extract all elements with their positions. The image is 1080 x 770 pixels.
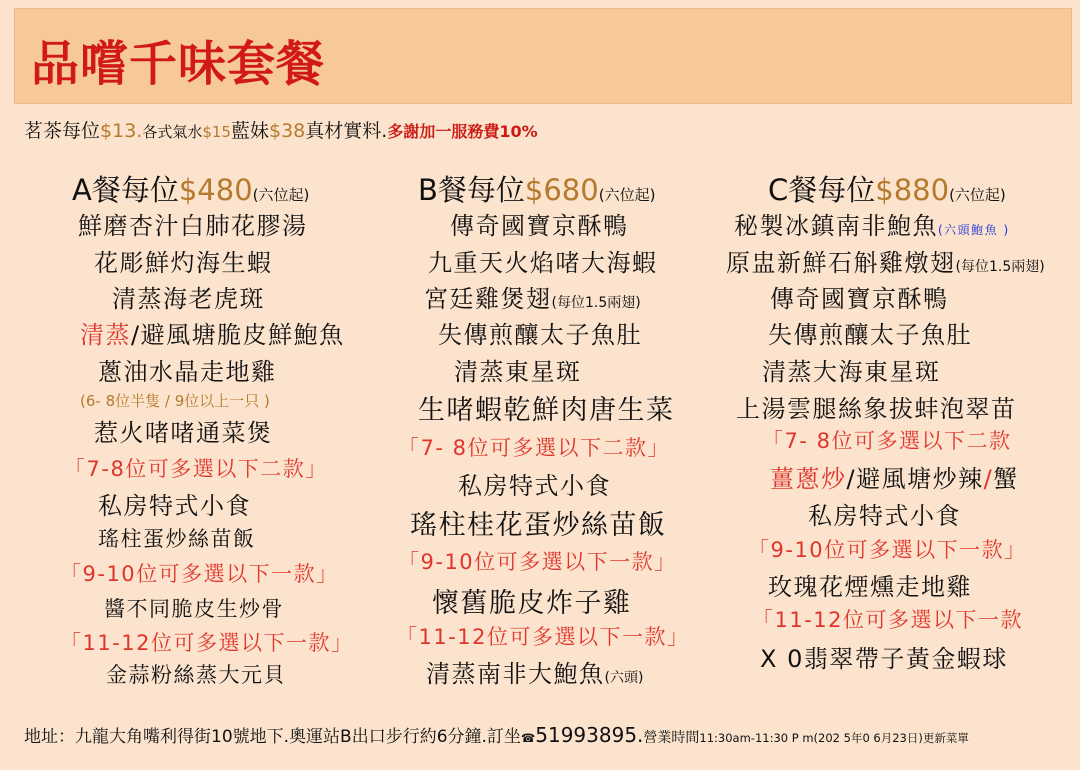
page-title: 品嚐千味套餐 — [31, 36, 326, 92]
menu-item: 私房特式小食 — [458, 472, 611, 500]
menu-item-text: /避風塘炒辣 — [846, 465, 984, 493]
beer-label: 藍妹 — [230, 120, 269, 142]
menu-item: 醬不同脆皮生炒骨 — [104, 597, 284, 621]
set-c-note: (六位起) — [949, 186, 1006, 204]
menu-item: 九重天火焰啫大海蝦 — [428, 249, 658, 277]
drinks-notice — [24, 116, 538, 143]
menu-item-text: 秘製冰鎮南非鮑魚 — [734, 212, 938, 240]
menu-item-note: (六頭鮑魚 ) — [938, 223, 1010, 237]
menu-item: 瑤柱蛋炒絲苗飯 — [98, 527, 256, 551]
soda-label: 各式氣水 — [142, 123, 203, 141]
menu-item — [80, 323, 345, 347]
option-header: 「7- 8位可多選以下二款」 — [398, 436, 670, 460]
menu-item-text: 宮廷雞煲翅 — [424, 285, 552, 313]
option-header: 「11-12位可多選以下一款」 — [60, 631, 354, 655]
set-b-name: B餐每位 — [418, 173, 525, 207]
menu-item-text: 清蒸南非大鮑魚 — [426, 660, 605, 688]
address: 地址：九龍大角嘴利得街10號地下.奧運站B出口步行約6分鐘.訂坐 — [24, 727, 521, 747]
hours: 11:30am-11:30 P m — [699, 731, 814, 745]
menu-item: 清蒸海老虎斑 — [112, 285, 265, 313]
option-header: 「11-12位可多選以下一款」 — [396, 625, 690, 649]
menu-item: 玫瑰花煙燻走地雞 — [768, 573, 972, 601]
service-charge: 多謝加一服務費10% — [387, 122, 538, 141]
menu-item — [424, 287, 641, 311]
menu-item: 懷舊脆皮炸子雞 — [432, 588, 632, 619]
menu-item-highlight: 清蒸 — [80, 321, 131, 349]
option-header: 「9-10位可多選以下一款」 — [748, 538, 1027, 562]
menu-item — [734, 214, 1010, 238]
set-a-note: (六位起) — [252, 186, 310, 204]
menu-item: 上湯雲腿絲象拔蚌泡翠苗 — [736, 395, 1017, 423]
menu-item: 瑤柱桂花蛋炒絲苗飯 — [410, 510, 667, 541]
tea-label: 茗茶每位 — [24, 120, 101, 142]
menu-item: 私房特式小食 — [98, 492, 251, 520]
soda-price: $15 — [202, 123, 231, 141]
menu-item: 私房特式小食 — [808, 502, 961, 530]
menu-item-note: (每位1.5兩翅) — [955, 259, 1045, 275]
menu-item — [770, 467, 1019, 491]
menu-item: 失傳煎釀太子魚肚 — [768, 321, 972, 349]
portion-note: (6- 8位半隻 / 9位以上一只 ) — [80, 392, 270, 410]
menu-item: 清蒸東星斑 — [454, 358, 582, 386]
footer-info — [24, 722, 969, 747]
set-c-price: $880 — [875, 173, 950, 207]
set-b-note: (六位起) — [598, 186, 656, 204]
phone-number: 51993895. — [535, 723, 644, 747]
menu-item: 鮮磨杏汁白肺花膠湯 — [78, 212, 308, 240]
menu-item: 金蒜粉絲蒸大元貝 — [106, 663, 286, 687]
menu-item-text: 原盅新鮮石斛雞燉翅 — [726, 249, 956, 277]
option-header: 「9-10位可多選以下一款」 — [398, 550, 677, 574]
menu-item: 失傳煎釀太子魚肚 — [438, 321, 642, 349]
menu-item-text: /避風塘脆皮鮮鮑魚 — [131, 321, 345, 349]
menu-item — [726, 251, 1045, 275]
set-c-header — [768, 173, 1006, 207]
menu-item-separator: / — [983, 465, 994, 493]
option-header: 「7-8位可多選以下二款」 — [64, 457, 328, 481]
set-a-header — [72, 173, 310, 207]
option-header: 「9-10位可多選以下一款」 — [60, 562, 339, 586]
set-b-price: $680 — [524, 173, 599, 207]
hours-label: 營業時間 — [643, 730, 700, 746]
title-banner — [14, 8, 1072, 104]
menu-item-text: 蟹 — [993, 465, 1019, 493]
tea-price: $13. — [100, 120, 143, 142]
set-a-price: $480 — [178, 173, 253, 207]
menu-item: 清蒸大海東星斑 — [762, 358, 941, 386]
menu-item: 惹火啫啫通菜煲 — [94, 419, 273, 447]
menu-item: 蔥油水晶走地雞 — [98, 358, 277, 386]
menu-item-note: (每位1.5兩翅) — [551, 295, 641, 311]
phone-icon: ☎ — [520, 731, 536, 745]
menu-item: 傳奇國寶京酥鴨 — [450, 212, 629, 240]
menu-item-highlight: 薑蔥炒 — [770, 465, 847, 493]
menu-item-note: (六頭) — [604, 670, 644, 686]
option-header: 「7- 8位可多選以下二款 — [762, 429, 1012, 453]
set-c-name: C餐每位 — [768, 173, 876, 207]
beer-price: $38 — [269, 120, 306, 142]
set-b-header — [418, 173, 656, 207]
menu-item: 傳奇國寶京酥鴨 — [770, 285, 949, 313]
quality-text: 真材實料. — [305, 120, 388, 142]
menu-item — [426, 662, 643, 686]
set-a-name: A餐每位 — [72, 173, 179, 207]
menu-item: 生啫蝦乾鮮肉唐生菜 — [418, 395, 675, 426]
menu-item: 花彫鮮灼海生蝦 — [94, 249, 273, 277]
option-header: 「11-12位可多選以下一款 — [752, 608, 1024, 632]
menu-item: X 0翡翠帶子黃金蝦球 — [760, 645, 1008, 673]
update-date: (202 5年0 6月23日)更新菜單 — [813, 731, 969, 745]
